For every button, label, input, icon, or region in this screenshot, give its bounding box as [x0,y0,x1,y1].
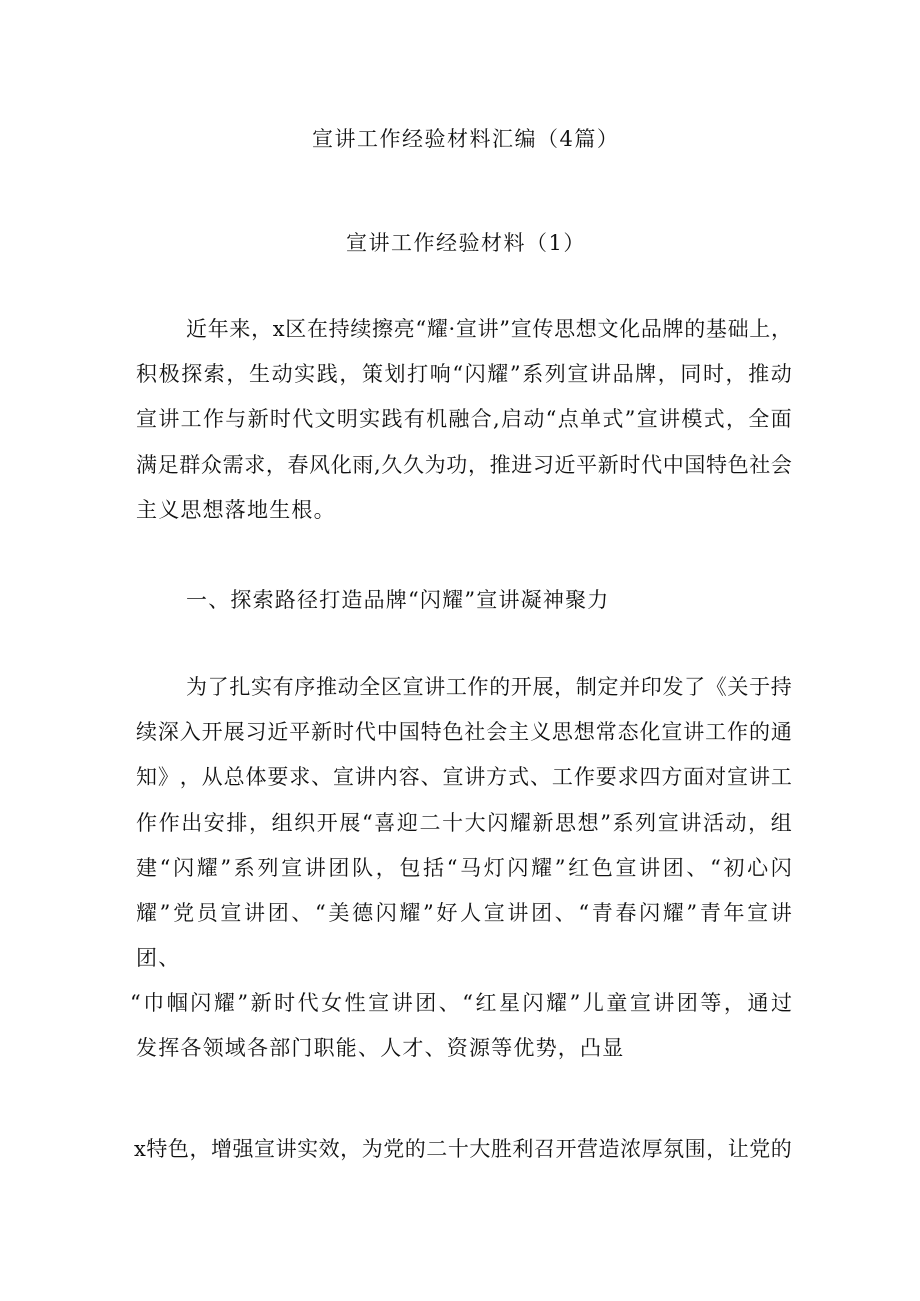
paragraph-line: 知 》 ， 从 总 体 要 求 、 宣 讲 内 容 、 宣 讲 方 式 、 工 作 要 求 四 方 面 对 宣 讲 工 [136,765,792,789]
paragraph-line: x 特 色 ， 增 强 宣 讲 实 效 ， 为 党 的 二 十 大 胜 利 召 开 营 造 浓 厚 氛 围 ， 让 党 的 [134,1137,792,1161]
paragraph-line: “ 巾 帼 闪 耀 ” 新 时 代 女 性 宣 讲 团 、 “ 红 星 闪 耀 ” 儿 童 宣 讲 团 等 ， 通 过 [130,991,792,1015]
paragraph-line: 满 足 群 众 需 求 ， 春 风 化 雨 , 久 久 为 功 ， 推 进 习 近 平 新 时 代 中 国 特 色 社 会 [136,453,792,477]
paragraph-line: 积 极 探 索 ， 生 动 实 践 ， 策 划 打 响 “ 闪 耀 ” 系 列 宣 讲 品 牌 ， 同 时 ， 推 动 [136,362,792,386]
paragraph-line: 发挥各领域各部门职能、人才、资源等优势，凸显 [136,1036,625,1060]
main-title: 宣讲工作经验材料汇编（4篇） [312,127,620,151]
section-heading: 一、探索路径打造品牌“闪耀”宣讲凝神聚力 [186,588,610,612]
paragraph-line: 近 年 来 ， x 区 在 持 续 擦 亮 “ 耀 · 宣 讲 ” 宣 传 思 想 文 化 品 牌 的 基 础 上 ， [186,317,792,341]
subtitle: 宣讲工作经验材料（1） [346,231,586,255]
paragraph-line: 续 深 入 开 展 习 近 平 新 时 代 中 国 特 色 社 会 主 义 思 想 常 态 化 宣 讲 工 作 的 通 [136,720,792,744]
paragraph-line: 团、 [136,946,181,970]
paragraph-line: 耀 ” 党 员 宣 讲 团 、 “ 美 德 闪 耀 ” 好 人 宣 讲 团 、 “ 青 春 闪 耀 ” 青 年 宣 讲 [136,901,792,925]
paragraph-line: 宣 讲 工 作 与 新 时 代 文 明 实 践 有 机 融 合 , 启 动 “ 点 单 式 ” 宣 讲 模 式 ， 全 面 [136,407,792,431]
paragraph-line: 建 “ 闪 耀 ” 系 列 宣 讲 团 队 ， 包 括 “ 马 灯 闪 耀 ” 红 色 宣 讲 团 、 “ 初 心 闪 [136,856,792,880]
paragraph-line: 主义思想落地生根。 [136,498,336,522]
paragraph-line: 为 了 扎 实 有 序 推 动 全 区 宣 讲 工 作 的 开 展 ， 制 定 并 印 发 了 《 关 于 持 [186,675,792,699]
paragraph-line: 作 作 出 安 排 ， 组 织 开 展 “ 喜 迎 二 十 大 闪 耀 新 思 想 ” 系 列 宣 讲 活 动 ， 组 [136,811,792,835]
